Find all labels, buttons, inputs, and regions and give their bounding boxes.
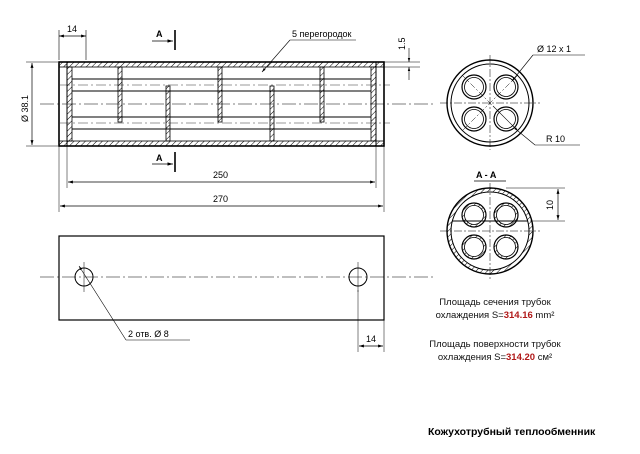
dim-270: 270 [213, 194, 229, 204]
baffle [270, 86, 274, 141]
section-area-prefix: охлаждения S= [435, 310, 504, 321]
baffle [218, 67, 222, 122]
plan-outline [59, 236, 384, 320]
dim-1-5: 1.5 [397, 37, 407, 50]
partitions-label: 5 перегородок [292, 29, 352, 39]
front-view [20, 24, 435, 212]
surface-area-note [410, 338, 580, 364]
dim-14-bottom: 14 [366, 334, 377, 344]
section-area-line1: Площадь сечения трубок [439, 297, 551, 308]
dim-10: 10 [545, 199, 555, 210]
shell-wall-bottom [59, 141, 384, 146]
section-aa-view [440, 170, 565, 280]
section-aa-label: A - A [476, 170, 497, 180]
tube-size-label: Ø 12 х 1 [537, 44, 572, 54]
end-view [440, 44, 585, 150]
surface-area-prefix: охлаждения S= [437, 352, 506, 363]
baffle [118, 67, 122, 122]
section-area-unit: mm² [532, 310, 555, 321]
section-a-top: A [156, 29, 163, 39]
section-a-bottom: A [156, 153, 163, 163]
dim-250: 250 [213, 170, 229, 180]
surface-area-unit: см² [535, 352, 553, 363]
surface-area-line1: Площадь поверхности трубок [429, 339, 561, 350]
baffle [166, 86, 170, 141]
radius-label: R 10 [546, 134, 566, 144]
baffle [320, 67, 324, 122]
dim-38-1: Ø 38.1 [20, 94, 30, 122]
bottom-view [40, 236, 435, 352]
dim-14-top: 14 [67, 24, 78, 34]
shell-wall-top [59, 62, 384, 67]
holes-label: 2 отв. Ø 8 [128, 329, 169, 339]
drawing-title: Кожухотрубный теплообменник [428, 426, 596, 438]
surface-area-value: 314.20 [506, 352, 536, 363]
section-area-value: 314.16 [503, 310, 533, 321]
section-area-note [410, 296, 580, 322]
